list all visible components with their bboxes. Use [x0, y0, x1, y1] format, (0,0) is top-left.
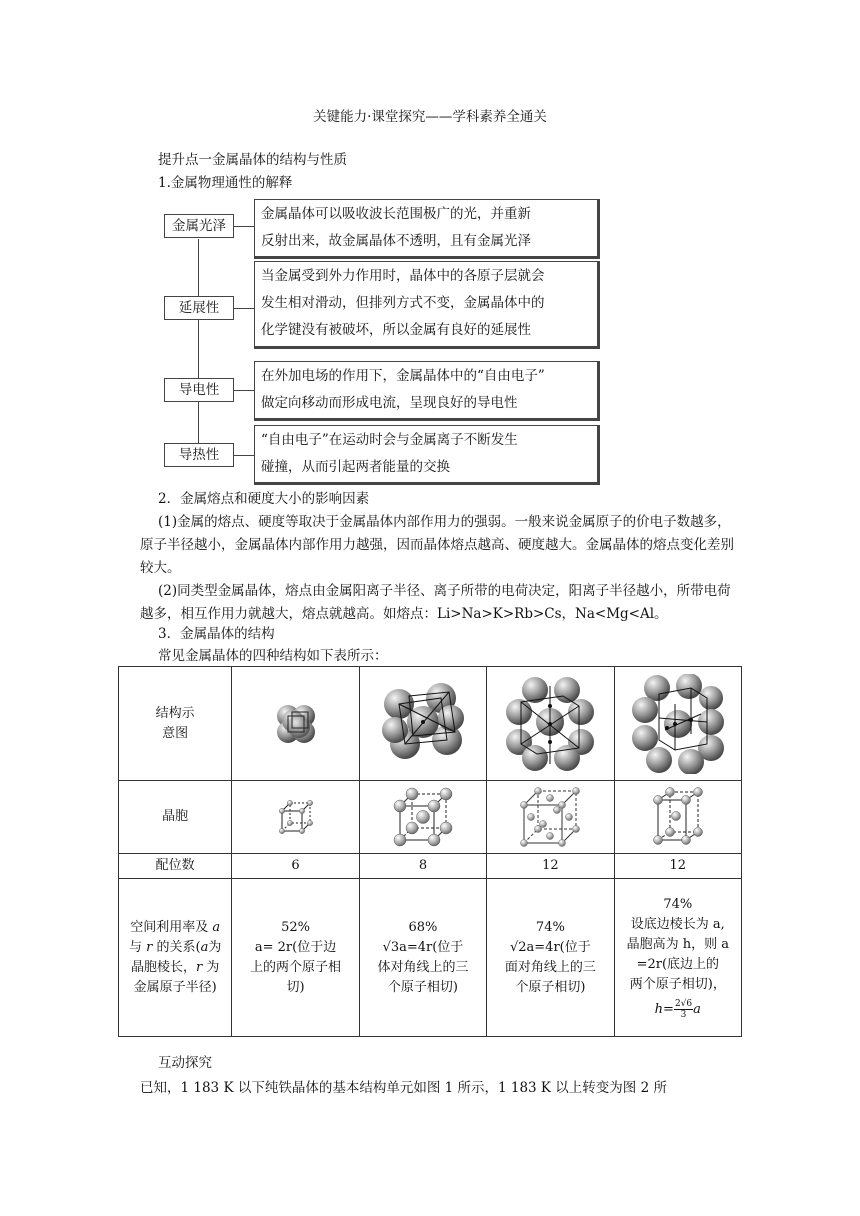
coord-fcc: 12 — [487, 854, 614, 879]
space-percent: 52% — [281, 919, 311, 935]
header-line: 为 — [208, 939, 222, 955]
row-header-cell: 晶胞 — [119, 781, 232, 854]
relation-line: 体对角线上的三 — [377, 959, 469, 975]
coord-hcp: 12 — [614, 854, 741, 879]
relation-line: 个原子相切) — [387, 979, 458, 995]
relation-line: √3a=4r(位于 — [382, 939, 464, 955]
coord-simple-cubic: 6 — [232, 854, 359, 879]
coord-bcc: 8 — [359, 854, 486, 879]
formula-h: h= — [654, 1002, 674, 1017]
hcp-cell-image — [648, 784, 708, 850]
bcc-cell-image — [390, 784, 456, 850]
label-thermal: 导热性 — [164, 443, 234, 467]
fraction-denominator: 3 — [680, 1010, 687, 1020]
header-line: 晶胞棱长， — [130, 959, 196, 975]
page-title: 关键能力·课堂探究——学科素养全通关 — [313, 109, 547, 125]
paragraph-2: (2)同类型金属晶体，熔点由金属阳离子半径、离子所带的电荷决定，阳离子半径越小，所带电荷越多，相互作用力就越大，熔点就越高。如熔点：Li>Na>K>Rb>Cs，Na<Mg<Al。 — [140, 583, 731, 622]
connector-line — [234, 455, 254, 456]
label-luster: 金属光泽 — [164, 214, 234, 238]
connector-line — [234, 390, 254, 391]
structure-bcc — [359, 667, 486, 781]
relation-line: 切) — [286, 979, 305, 995]
label-conductivity: 导电性 — [164, 378, 234, 402]
desc-line: “自由电子”在运动时会与金属离子不断发生 — [261, 432, 518, 448]
interactive-title: 互动探究 — [158, 1055, 212, 1071]
header-line: 结构示 — [155, 705, 195, 721]
subheading-1: 1.金属物理通性的解释 — [158, 175, 293, 191]
fraction-numerator: 2√6 — [674, 999, 693, 1009]
relation-line: a= 2r(位于边 — [254, 939, 337, 955]
diagram-connector — [198, 239, 199, 444]
header-line: 与 — [128, 939, 142, 955]
row-header-structure — [119, 667, 232, 781]
relation-line: 两个原子相切)， — [629, 977, 726, 992]
desc-conductivity — [254, 361, 600, 421]
table-intro: 常见金属晶体的四种结构如下表所示： — [158, 648, 388, 664]
desc-line: 金属晶体可以吸收波长范围极广的光，并重新 — [261, 206, 531, 222]
relation-line: 面对角线上的三 — [504, 959, 596, 975]
relation-line: =2r(底边上的 — [636, 957, 720, 972]
header-line: 意图 — [162, 725, 189, 741]
section-title: 提升点一金属晶体的结构与性质 — [158, 152, 347, 168]
row-header-space: 空间利用率及 a 与 r 的关系(a为 晶胞棱长，r 为 金属原子半径) — [119, 879, 232, 1037]
cell-simple-cubic — [232, 781, 359, 854]
header-line: 的关系( — [156, 939, 201, 955]
desc-thermal — [254, 425, 600, 485]
space-percent: 74% — [663, 897, 693, 912]
structure-table — [118, 666, 742, 1037]
desc-line: 当金属受到外力作用时，晶体中的各原子层就会 — [261, 268, 545, 284]
relation-line: √2a=4r(位于 — [509, 939, 591, 955]
desc-luster — [254, 199, 600, 259]
hcp-spheres-image — [631, 674, 725, 774]
fcc-spheres-image — [505, 676, 595, 772]
desc-line: 碰撞，从而引起两者能量的交换 — [261, 459, 450, 475]
connector-line — [234, 226, 254, 227]
relation-line: 个原子相切) — [515, 979, 586, 995]
bcc-spheres-image — [381, 682, 465, 766]
relation-line: 上的两个原子相 — [250, 959, 342, 975]
structure-simple-cubic — [232, 667, 359, 781]
space-percent: 68% — [408, 919, 438, 935]
cell-fcc — [487, 781, 614, 854]
desc-line: 在外加电场的作用下，金属晶体中的“自由电子” — [261, 368, 545, 384]
subheading-3: 3．金属晶体的结构 — [158, 626, 275, 642]
formula-a: a — [693, 1002, 701, 1017]
space-simple-cubic — [232, 879, 359, 1037]
fraction — [674, 999, 693, 1020]
space-fcc — [487, 879, 614, 1037]
space-hcp — [614, 879, 741, 1037]
structure-fcc — [487, 667, 614, 781]
height-formula — [619, 999, 737, 1020]
structure-hcp — [614, 667, 741, 781]
cell-bcc — [359, 781, 486, 854]
header-line: 为 — [206, 959, 220, 975]
relation-line: 设底边棱长为 a, — [630, 917, 725, 932]
cell-hcp — [614, 781, 741, 854]
space-percent: 74% — [535, 919, 565, 935]
space-bcc — [359, 879, 486, 1037]
subheading-2: 2．金属熔点和硬度大小的影响因素 — [158, 491, 370, 507]
last-line: 已知，1 183 K 以下纯铁晶体的基本结构单元如图 1 所示，1 183 K 以上转变为图 2 所 — [140, 1080, 667, 1096]
row-header-coordination: 配位数 — [119, 854, 232, 879]
desc-line: 发生相对滑动，但排列方式不变，金属晶体中的 — [261, 295, 545, 311]
desc-ductility — [254, 261, 600, 349]
label-ductility: 延展性 — [164, 296, 234, 320]
connector-line — [234, 308, 254, 309]
header-line: 金属原子半径) — [133, 979, 217, 995]
relation-line: 晶胞高为 h，则 a — [626, 937, 729, 952]
desc-line: 反射出来，故金属晶体不透明，且有金属光泽 — [261, 233, 531, 249]
fcc-cell-image — [516, 783, 584, 851]
desc-line: 做定向移动而形成电流，呈现良好的导电性 — [261, 395, 518, 411]
desc-line: 化学键没有被破坏，所以金属有良好的延展性 — [261, 322, 531, 338]
simple-cubic-spheres-image — [266, 694, 326, 754]
header-line: 空间利用率及 — [130, 919, 209, 935]
simple-cubic-cell-image — [276, 797, 316, 837]
paragraph-1: (1)金属的熔点、硬度等取决于金属晶体内部作用力的强弱。一般来说金属原子的价电子数越多，原子半径越小，金属晶体内部作用力越强，因而晶体熔点越高、硬度越大。金属晶体的熔点变化差别较大。 — [140, 514, 734, 576]
